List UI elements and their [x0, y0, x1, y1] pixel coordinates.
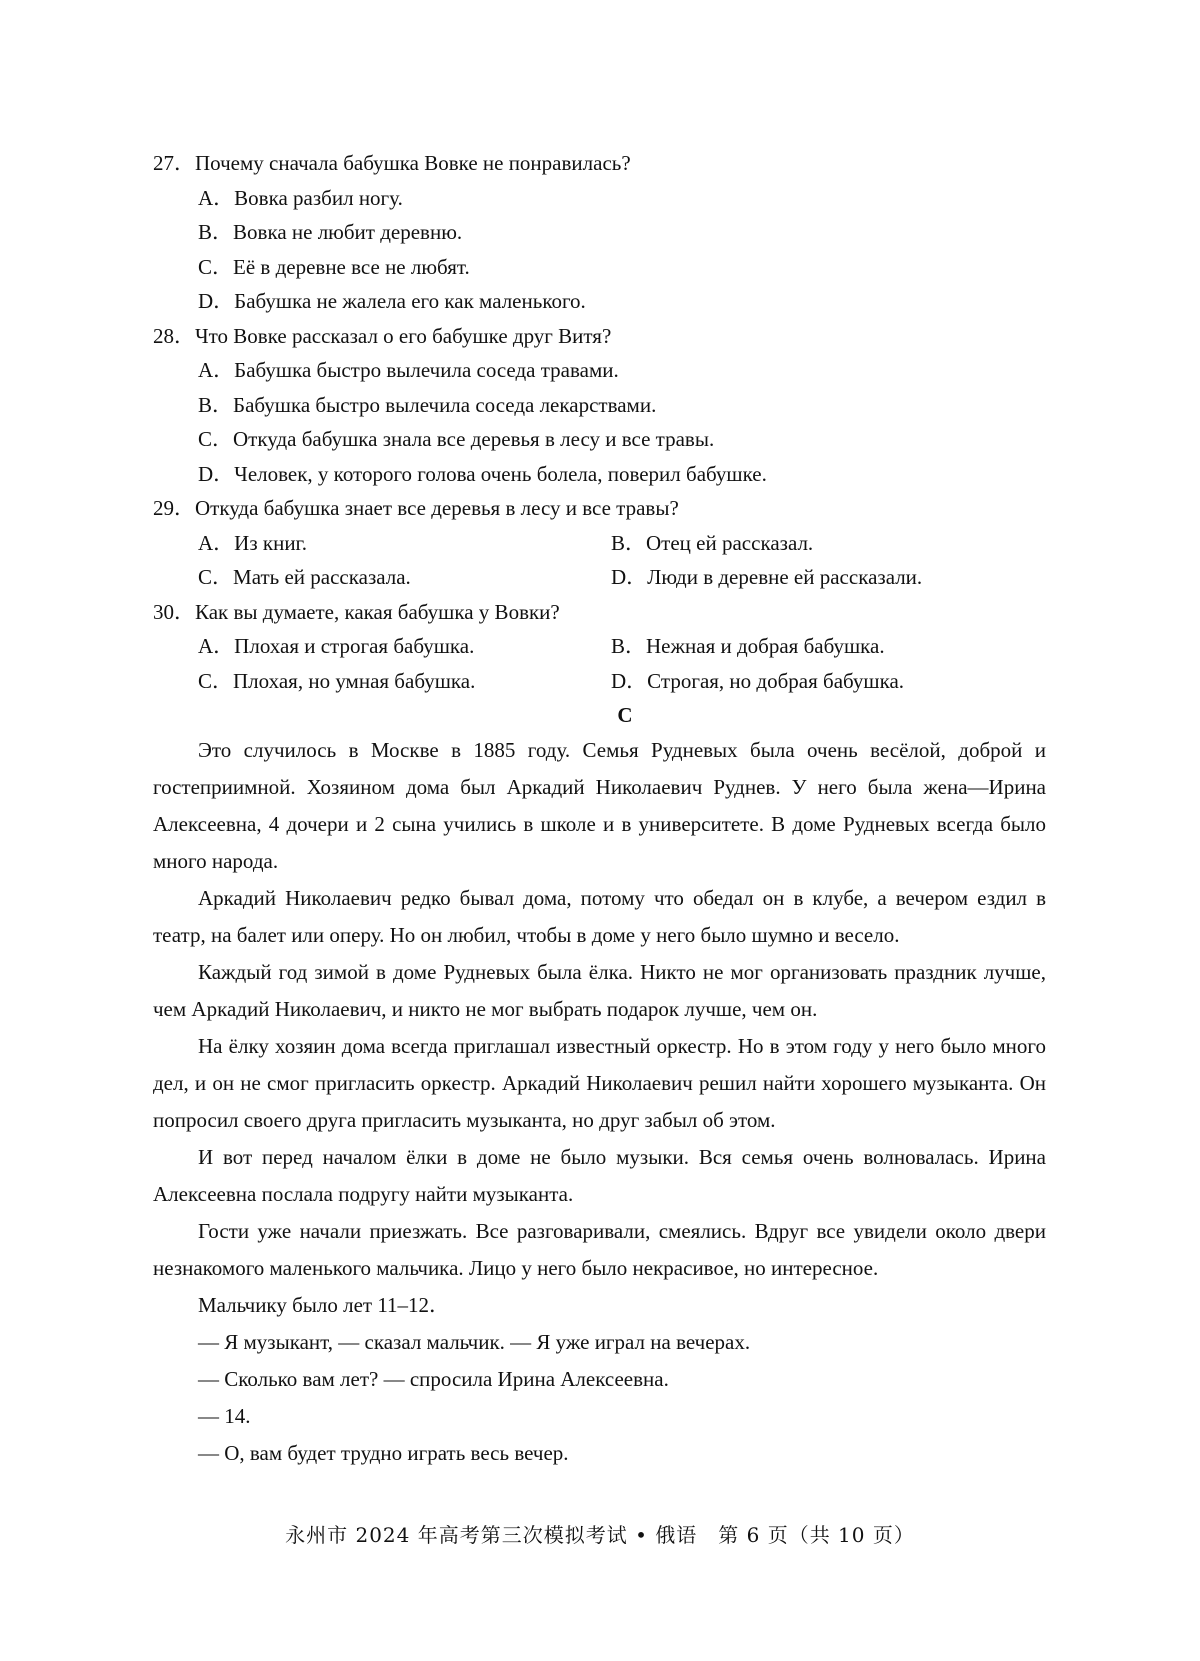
option-30-a — [198, 632, 474, 660]
option-text: Плохая и строгая бабушка. — [234, 634, 475, 658]
question-30 — [153, 598, 560, 626]
option-letter: C． — [198, 255, 234, 279]
option-letter: D． — [611, 565, 648, 589]
paragraph: Гости уже начали приезжать. Все разговаривали, смеялись. Вдруг все увидели около двери незнакомого маленького мальчика. Лицо у него было некрасивое, но интересное. — [153, 1219, 1046, 1280]
question-text: Что Вовке рассказал о его бабушке друг Витя? — [195, 324, 612, 348]
option-28-b — [198, 391, 656, 419]
dialogue-line: — О, вам будет трудно играть весь вечер. — [198, 1441, 569, 1465]
option-letter: C． — [198, 427, 234, 451]
option-28-d — [198, 460, 767, 488]
option-29-b — [611, 529, 813, 557]
option-text: Откуда бабушка знала все деревья в лесу и все травы. — [233, 427, 715, 451]
option-text: Бабушка не жалела его как маленького. — [234, 289, 586, 313]
question-28 — [153, 322, 611, 350]
option-letter: C． — [198, 669, 234, 693]
option-29-c — [198, 563, 411, 591]
option-letter: C． — [198, 565, 234, 589]
dialogue-line: — 14. — [198, 1404, 251, 1428]
paragraph: На ёлку хозяин дома всегда приглашал известный оркестр. Но в этом году у него было много дел, и он не смог пригласить оркестр. Аркадий Николаевич решил найти хорошего музыканта. Он попросил своего друга пригласить музыканта, но друг забыл об этом. — [153, 1034, 1046, 1132]
option-letter: B． — [611, 634, 647, 658]
question-text: Как вы думаете, какая бабушка у Вовки? — [195, 600, 560, 624]
option-27-c — [198, 253, 470, 281]
option-30-b — [611, 632, 885, 660]
option-text: Из книг. — [234, 531, 308, 555]
option-text: Вовка разбил ногу. — [234, 186, 403, 210]
option-27-d — [198, 287, 586, 315]
option-29-d — [611, 563, 922, 591]
option-letter: B． — [198, 393, 234, 417]
option-27-b — [198, 218, 462, 246]
page-footer: 永州市 2024 年高考第三次模拟考试 • 俄语 第 6 页（共 10 页） — [285, 1523, 915, 1547]
paragraph: Это случилось в Москве в 1885 году. Семья Рудневых была очень весёлой, доброй и гостеприимной. Хозяином дома был Аркадий Николаевич Руднев. У него была жена—Ирина Алексеевна, 4 дочери и 2 сына учились в школе и в университете. В доме Рудневых всегда было много народа. — [153, 738, 1046, 873]
option-text: Бабушка быстро вылечила соседа травами. — [234, 358, 619, 382]
option-text: Отец ей рассказал. — [646, 531, 814, 555]
question-29 — [153, 494, 679, 522]
question-27 — [153, 149, 631, 177]
option-text: Люди в деревне ей рассказали. — [647, 565, 923, 589]
dialogue-line: — Сколько вам лет? — спросила Ирина Алексеевна. — [198, 1367, 669, 1391]
paragraph: И вот перед началом ёлки в доме не было музыки. Вся семья очень волновалась. Ирина Алексеевна послала подругу найти музыканта. — [153, 1145, 1046, 1206]
dialogue-line: — Я музыкант, — сказал мальчик. — Я уже играл на вечерах. — [198, 1330, 751, 1354]
paragraph: Мальчику было лет 11–12． — [198, 1293, 451, 1317]
reading-text — [153, 732, 1046, 1472]
option-28-c — [198, 425, 714, 453]
option-letter: D． — [198, 462, 235, 486]
option-text: Человек, у которого голова очень болела, поверил бабушке. — [234, 462, 767, 486]
option-letter: A． — [198, 358, 235, 382]
option-27-a — [198, 184, 403, 212]
paragraph: Каждый год зимой в доме Рудневых была ёлка. Никто не мог организовать праздник лучше, чем Аркадий Николаевич, и никто не мог выбрать подарок лучше, чем он. — [153, 960, 1046, 1021]
option-letter: A． — [198, 634, 235, 658]
section-title: C — [617, 703, 633, 727]
option-30-c — [198, 667, 475, 695]
option-29-a — [198, 529, 307, 557]
option-30-d — [611, 667, 904, 695]
option-text: Её в деревне все не любят. — [233, 255, 470, 279]
option-text: Нежная и добрая бабушка. — [646, 634, 885, 658]
option-text: Вовка не любит деревню. — [233, 220, 463, 244]
option-letter: D． — [198, 289, 235, 313]
option-letter: B． — [198, 220, 234, 244]
paragraph: Аркадий Николаевич редко бывал дома, потому что обедал он в клубе, а вечером ездил в театр, на балет или оперу. Но он любил, чтобы в доме у него было шумно и весело. — [153, 886, 1046, 947]
option-text: Мать ей рассказала. — [233, 565, 411, 589]
option-text: Бабушка быстро вылечила соседа лекарствами. — [233, 393, 657, 417]
question-number: 29． — [153, 496, 195, 520]
option-letter: B． — [611, 531, 647, 555]
question-text: Почему сначала бабушка Вовке не понравилась? — [195, 151, 631, 175]
option-28-a — [198, 356, 619, 384]
question-number: 30． — [153, 600, 195, 624]
question-text: Откуда бабушка знает все деревья в лесу и все травы? — [195, 496, 679, 520]
option-letter: A． — [198, 531, 235, 555]
question-number: 28． — [153, 324, 195, 348]
option-letter: A． — [198, 186, 235, 210]
question-number: 27． — [153, 151, 195, 175]
option-text: Строгая, но добрая бабушка. — [647, 669, 905, 693]
option-text: Плохая, но умная бабушка. — [233, 669, 476, 693]
option-letter: D． — [611, 669, 648, 693]
